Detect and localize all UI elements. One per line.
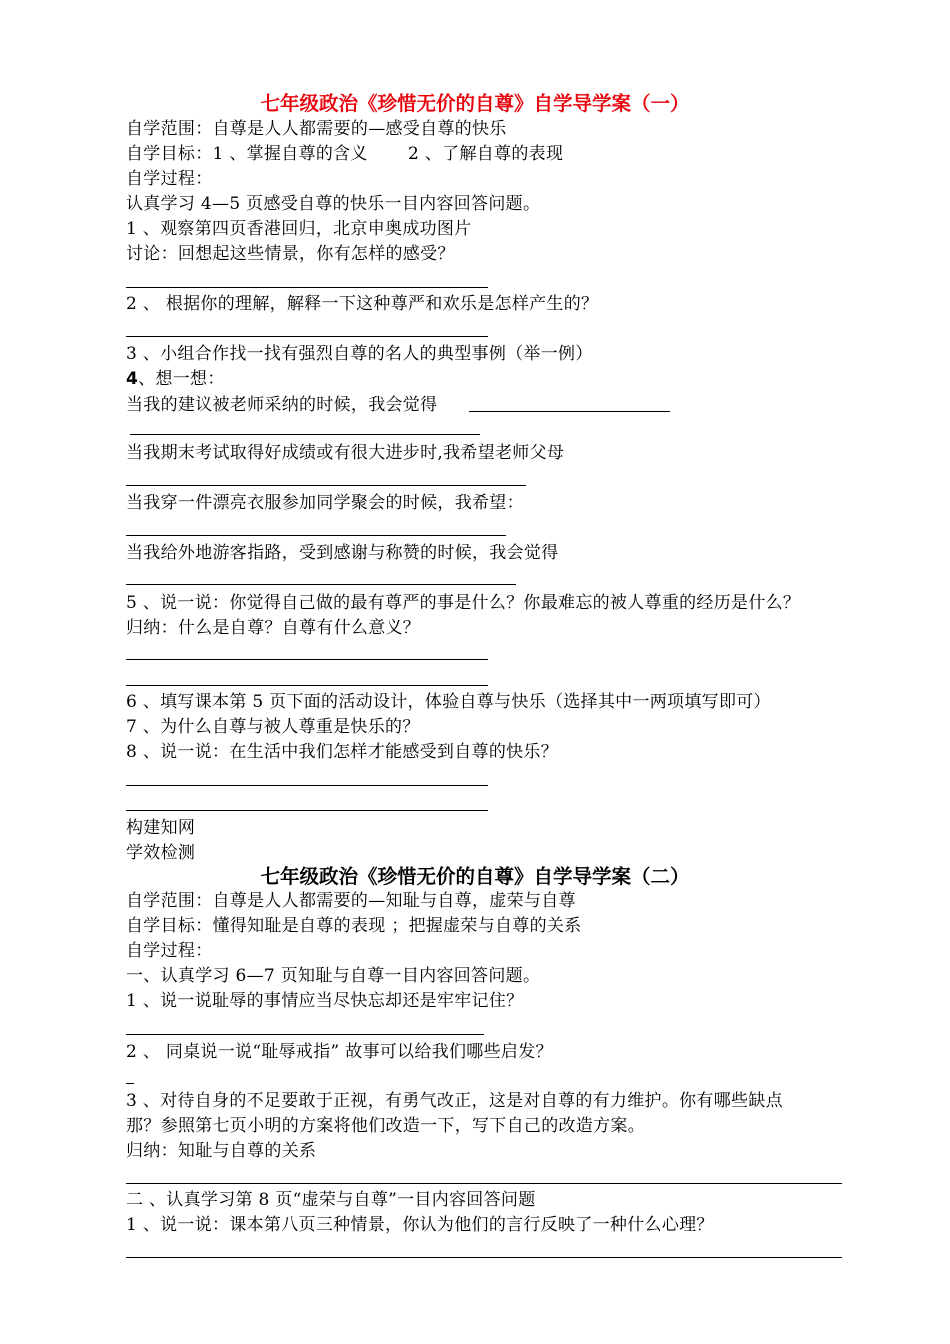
answer-line bbox=[130, 434, 480, 435]
section1-question-4 bbox=[126, 368, 225, 390]
section1-question-2: 2 、 根据你的理解，解释一下这种尊严和欢乐是怎样产生的？ bbox=[126, 294, 599, 314]
section1-question-4a: 当我的建议被老师采纳的时候，我会觉得 bbox=[126, 395, 438, 415]
answer-line bbox=[126, 336, 488, 337]
question-4-text: 、想一想： bbox=[138, 369, 225, 389]
section2-title: 七年级政治《珍惜无价的自尊》自学导学案（二） bbox=[260, 865, 690, 888]
section1-intro: 认真学习 4—5 页感受自尊的快乐一目内容回答问题。 bbox=[126, 194, 541, 214]
section1-question-3: 3 、小组合作找一找有强烈自尊的名人的典型事例（举一例） bbox=[126, 344, 593, 364]
section2-question-2: 2 、 同桌说一说“耻辱戒指” 故事可以给我们哪些启发？ bbox=[126, 1042, 553, 1062]
section1-summary: 归纳：什么是自尊？自尊有什么意义？ bbox=[126, 618, 421, 638]
section1-process: 自学过程： bbox=[126, 169, 213, 189]
section1-question-5: 5 、说一说：你觉得自己做的最有尊严的事是什么？你最难忘的被人尊重的经历是什么？ bbox=[126, 593, 801, 613]
section1-scope: 自学范围：自尊是人人都需要的—感受自尊的快乐 bbox=[126, 119, 507, 139]
section2-scope: 自学范围：自尊是人人都需要的—知耻与自尊，虚荣与自尊 bbox=[126, 891, 576, 911]
section1-question-1-discuss: 讨论：回想起这些情景，你有怎样的感受？ bbox=[126, 244, 455, 264]
section2-goal: 自学目标：懂得知耻是自尊的表现 ；把握虚荣与自尊的关系 bbox=[126, 916, 582, 936]
section2-part-1: 一、认真学习 6—7 页知耻与自尊一目内容回答问题。 bbox=[126, 966, 541, 986]
section2-question-3-line-2: 那？参照第七页小明的方案将他们改造一下，写下自己的改造方案。 bbox=[126, 1116, 645, 1136]
section2-question-1: 1 、说一说耻辱的事情应当尽快忘却还是牢牢记住？ bbox=[126, 991, 524, 1011]
section1-question-1: 1 、观察第四页香港回归，北京申奥成功图片 bbox=[126, 219, 472, 239]
section1-question-4d: 当我给外地游客指路，受到感谢与称赞的时候，我会觉得 bbox=[126, 543, 559, 563]
section1-effect-check: 学效检测 bbox=[126, 843, 196, 863]
answer-line bbox=[126, 1034, 484, 1035]
section2-part-2: 二 、认真学习第 8 页“虚荣与自尊”一目内容回答问题 bbox=[126, 1190, 536, 1210]
section1-question-6: 6 、填写课本第 5 页下面的活动设计，体验自尊与快乐（选择其中一两项填写即可） bbox=[126, 692, 771, 712]
answer-line bbox=[126, 584, 516, 585]
section1-question-4c: 当我穿一件漂亮衣服参加同学聚会的时候，我希望： bbox=[126, 493, 524, 513]
answer-line bbox=[126, 485, 526, 486]
section1-goal: 自学目标：1 、掌握自尊的含义 2 、了解自尊的表现 bbox=[126, 144, 564, 164]
answer-line bbox=[126, 785, 488, 786]
answer-line bbox=[126, 1183, 842, 1184]
answer-line bbox=[126, 810, 488, 811]
section2-process: 自学过程： bbox=[126, 941, 213, 961]
section1-question-4b: 当我期末考试取得好成绩或有很大进步时,我希望老师父母 bbox=[126, 443, 565, 463]
section1-knowledge-network: 构建知网 bbox=[126, 818, 196, 838]
section1-question-8: 8 、说一说：在生活中我们怎样才能感受到自尊的快乐？ bbox=[126, 742, 559, 762]
answer-line bbox=[126, 1257, 842, 1258]
section1-question-7: 7 、为什么自尊与被人尊重是快乐的？ bbox=[126, 717, 420, 737]
answer-line bbox=[126, 685, 488, 686]
section2-summary: 归纳：知耻与自尊的关系 bbox=[126, 1141, 317, 1161]
question-4-number: 4 bbox=[126, 369, 139, 389]
section2-part-2-question-1: 1 、说一说：课本第八页三种情景，你认为他们的言行反映了一种什么心理？ bbox=[126, 1215, 714, 1235]
answer-line bbox=[469, 411, 670, 412]
answer-line bbox=[126, 659, 488, 660]
section2-question-3-line-1: 3 、对待自身的不足要敢于正视，有勇气改正，这是对自尊的有力维护。你有哪些缺点 bbox=[126, 1091, 783, 1111]
answer-line bbox=[126, 287, 488, 288]
section1-title: 七年级政治《珍惜无价的自尊》自学导学案（一） bbox=[260, 92, 690, 115]
answer-line bbox=[126, 1083, 134, 1084]
answer-line bbox=[126, 535, 506, 536]
